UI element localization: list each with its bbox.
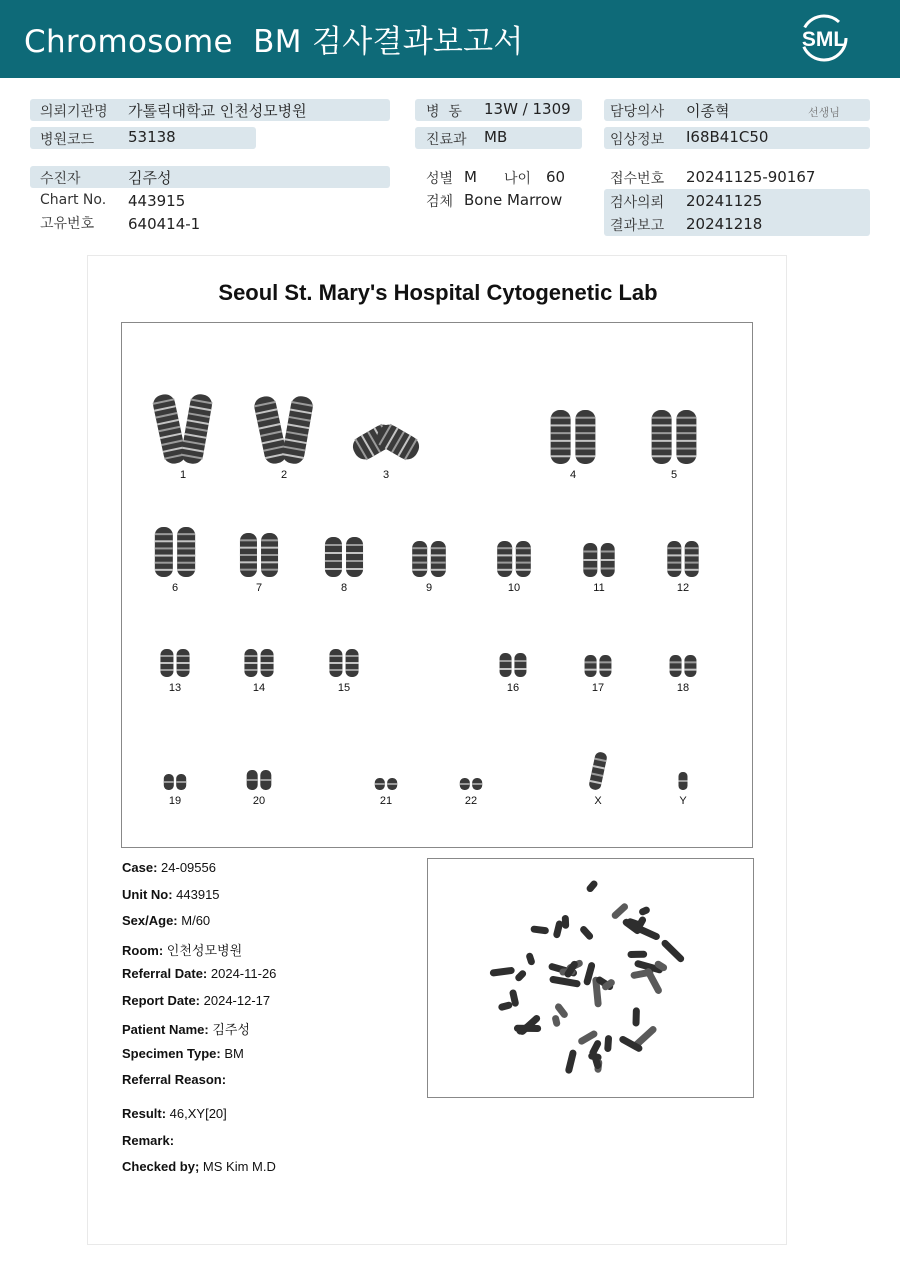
metaphase-image [427, 858, 754, 1098]
chromosome-label: 2 [280, 469, 288, 481]
receipt-value: 20241125-90167 [686, 168, 816, 186]
chromosome-label: X [594, 795, 602, 807]
chromosome-pair-11 [583, 543, 614, 577]
metaphase-chromosome [514, 969, 528, 983]
metaphase-chromosome [565, 1049, 578, 1074]
chromosome-label: 10 [507, 582, 521, 594]
case-field [122, 1072, 226, 1087]
request-value: 20241125 [686, 192, 763, 210]
sml-logo [796, 12, 856, 66]
chromosome-7b [261, 533, 278, 577]
chromosome-22b [472, 778, 482, 790]
chromosome-pair-9 [412, 541, 446, 577]
case-field [122, 940, 242, 959]
case-field-label: Case: [122, 860, 158, 875]
chromosome-label: 16 [506, 682, 520, 694]
metaphase-chromosome [660, 938, 686, 963]
chromosome-9a [412, 541, 427, 577]
clinical-value: I68B41C50 [686, 128, 769, 146]
specimen-value: Bone Marrow [464, 191, 563, 209]
chromosome-5a [652, 410, 672, 464]
metaphase-chromosome [551, 1014, 561, 1027]
chromosome-pair-4 [551, 410, 596, 464]
case-field [122, 966, 276, 981]
chromosome-pair-20 [247, 770, 272, 790]
chromosome-11b [601, 543, 615, 577]
chromosome-label: 19 [168, 795, 182, 807]
case-field-label: Patient Name: [122, 1022, 209, 1037]
chromosome-pair-21 [375, 778, 397, 790]
chromosome-8b [346, 537, 363, 577]
chromosome-4a [551, 410, 571, 464]
chromosome-12b [685, 541, 699, 577]
chromosome-13a [160, 649, 173, 677]
case-field [122, 1106, 227, 1121]
chromosome-label: 6 [171, 582, 179, 594]
age-value: 60 [546, 168, 566, 186]
patient-row-bg [30, 166, 390, 188]
chromosome-pair-7 [240, 533, 278, 577]
chromosome-6b [177, 527, 195, 577]
chromosome-pair-6 [155, 527, 195, 577]
chromosome-pair-22 [460, 778, 482, 790]
case-field-value: 2024-11-26 [207, 966, 277, 981]
chromosome-label: 3 [382, 469, 390, 481]
chromosome-14b [261, 649, 274, 677]
chromosome-10b [516, 541, 531, 577]
case-field [122, 860, 216, 875]
case-field-value: 24-09556 [157, 860, 216, 875]
case-field [122, 1133, 174, 1148]
case-field [122, 1019, 250, 1038]
request-label: 검사의뢰 [610, 195, 665, 211]
karyotype-report [87, 255, 787, 1245]
chromosome-pair-15 [329, 649, 358, 677]
chromosome-4b [575, 410, 595, 464]
case-field-label: Room: [122, 942, 164, 958]
chromosome-1b [180, 393, 214, 466]
sex-label: 성별 [426, 171, 454, 187]
case-field-label: Sex/Age: [122, 913, 178, 928]
chromosome-pair-13 [160, 649, 189, 677]
chromosome-20b [260, 770, 271, 790]
case-field [122, 993, 270, 1008]
case-field-label: Remark: [122, 1132, 175, 1148]
case-field-value: 인천성모병원 [163, 942, 243, 958]
dept-value: MB [484, 128, 508, 146]
logo-text: SML [801, 28, 847, 51]
case-field-label: Specimen Type: [122, 1045, 221, 1061]
metaphase-chromosome [562, 915, 570, 929]
chromosome-pair-12 [667, 541, 698, 577]
unique-value: 640414-1 [128, 215, 201, 233]
chromosome-label: 9 [425, 582, 433, 594]
metaphase-chromosome [549, 975, 581, 987]
doctor-label: 담당의사 [610, 104, 665, 120]
karyogram [121, 322, 753, 848]
metaphase-chromosome [553, 920, 564, 939]
chromosome-pair-3 [349, 421, 423, 464]
chromosome-pair-y [679, 772, 688, 790]
metaphase-chromosome [638, 906, 651, 917]
metaphase-chromosome [610, 902, 629, 920]
case-field-value: M/60 [177, 913, 211, 928]
chromosome-label: 14 [252, 682, 266, 694]
karyogram-image [122, 323, 752, 847]
chromosome-15b [346, 649, 359, 677]
metaphase-chromosome [579, 925, 595, 942]
unique-label: 고유번호 [40, 216, 95, 232]
case-field-value: MS Kim M.D [199, 1159, 276, 1174]
chromosome-14a [244, 649, 257, 677]
chromosome-5b [676, 410, 696, 464]
chromosome-9b [431, 541, 446, 577]
case-field-value: 46,XY[20] [166, 1106, 227, 1121]
chromosome-pair-8 [325, 537, 363, 577]
chromosome-20a [247, 770, 258, 790]
metaphase-chromosome [585, 879, 599, 893]
clinical-label: 임상정보 [610, 132, 665, 148]
chromosome-y [679, 772, 688, 790]
chromosome-7a [240, 533, 257, 577]
chromosome-16a [500, 653, 512, 677]
case-field-value: 김주성 [208, 1022, 250, 1037]
chromosome-2b [281, 395, 314, 466]
report-header [0, 0, 900, 78]
metaphase-spread [428, 859, 753, 1097]
dept-label: 진료과 [426, 132, 467, 148]
ward-value: 13W / 1309 [484, 100, 571, 118]
case-field-label: Referral Reason: [122, 1072, 227, 1087]
chromosome-15a [329, 649, 342, 677]
ward-label: 병 동 [426, 104, 462, 120]
report-title: Chromosome BM 검사결과보고서 [24, 24, 524, 60]
metaphase-chromosome [489, 967, 515, 977]
chromosome-17a [585, 655, 597, 677]
chromosome-12a [667, 541, 681, 577]
chromosome-label: 18 [676, 682, 690, 694]
chromosome-13b [177, 649, 190, 677]
chromosome-pair-5 [652, 410, 697, 464]
chromosome-pair-1 [151, 392, 213, 465]
chromosome-11a [583, 543, 597, 577]
hospital-label: 의뢰기관명 [40, 104, 108, 120]
chromosome-label: 21 [379, 795, 393, 807]
sex-value: M [464, 168, 477, 186]
metaphase-chromosome [525, 952, 536, 966]
chart-value: 443915 [128, 192, 186, 210]
report-value: 20241218 [686, 215, 763, 233]
metaphase-chromosome [530, 925, 549, 934]
hospital-code-label: 병원코드 [40, 132, 95, 148]
chromosome-label: 4 [569, 469, 577, 481]
chromosome-8a [325, 537, 342, 577]
case-field-label: Referral Date: [122, 966, 208, 981]
chromosome-pair-14 [244, 649, 273, 677]
case-field-value: 2024-12-17 [200, 992, 271, 1008]
hospital-code-value: 53138 [128, 128, 176, 146]
doctor-suffix: 선생님 [808, 106, 840, 119]
chromosome-label: 17 [591, 682, 605, 694]
chromosome-pair-18 [670, 655, 697, 677]
case-field [122, 887, 220, 902]
chromosome-19b [176, 774, 186, 790]
hospital-value: 가톨릭대학교 인천성모병원 [128, 102, 307, 120]
chromosome-pair-10 [497, 541, 531, 577]
chromosome-22a [460, 778, 470, 790]
chromosome-label: 13 [168, 682, 182, 694]
case-field [122, 1046, 244, 1061]
case-field-label: Checked by; [122, 1159, 200, 1174]
patient-value: 김주성 [128, 169, 172, 187]
metaphase-chromosome [604, 1035, 612, 1052]
lab-title: Seoul St. Mary's Hospital Cytogenetic Lab [218, 280, 658, 305]
metaphase-chromosome [627, 951, 647, 958]
metaphase-chromosome [632, 1007, 639, 1026]
chromosome-21a [375, 778, 385, 790]
chromosome-6a [155, 527, 173, 577]
report-label: 결과보고 [610, 218, 665, 234]
case-field-label: Result: [122, 1106, 167, 1121]
case-field [122, 1159, 276, 1174]
chromosome-label: 15 [337, 682, 351, 694]
chromosome-16b [514, 653, 526, 677]
case-field-value: BM [220, 1045, 244, 1061]
chromosome-pair-x [588, 751, 608, 791]
chromosome-label: Y [679, 795, 687, 807]
chromosome-pair-16 [500, 653, 527, 677]
chart-label: Chart No. [40, 192, 107, 208]
chromosome-label: 5 [670, 469, 678, 481]
receipt-label: 접수번호 [610, 171, 665, 187]
doctor-value: 이종혁 [686, 102, 730, 120]
chromosome-17b [599, 655, 611, 677]
chromosome-label: 1 [179, 469, 187, 481]
chromosome-pair-17 [585, 655, 612, 677]
patient-label: 수진자 [40, 171, 81, 187]
case-field-label: Unit No: [122, 886, 173, 902]
chromosome-21b [387, 778, 397, 790]
chromosome-10a [497, 541, 512, 577]
case-field [122, 913, 210, 928]
chromosome-label: 20 [252, 795, 266, 807]
chromosome-label: 12 [676, 582, 690, 594]
chromosome-18b [684, 655, 696, 677]
age-label: 나이 [504, 171, 532, 187]
specimen-label: 검체 [426, 194, 454, 210]
chromosome-label: 7 [255, 582, 263, 594]
chromosome-18a [670, 655, 682, 677]
chromosome-label: 22 [464, 795, 478, 807]
chromosome-pair-19 [164, 774, 186, 790]
case-field-value: 443915 [172, 886, 220, 902]
chromosome-pair-2 [253, 394, 315, 465]
metaphase-chromosome [498, 1001, 513, 1011]
chromosome-x [588, 751, 608, 791]
chromosome-label: 11 [593, 582, 605, 594]
chromosome-19a [164, 774, 174, 790]
case-field-label: Report Date: [122, 992, 201, 1008]
chromosome-label: 8 [340, 582, 348, 594]
